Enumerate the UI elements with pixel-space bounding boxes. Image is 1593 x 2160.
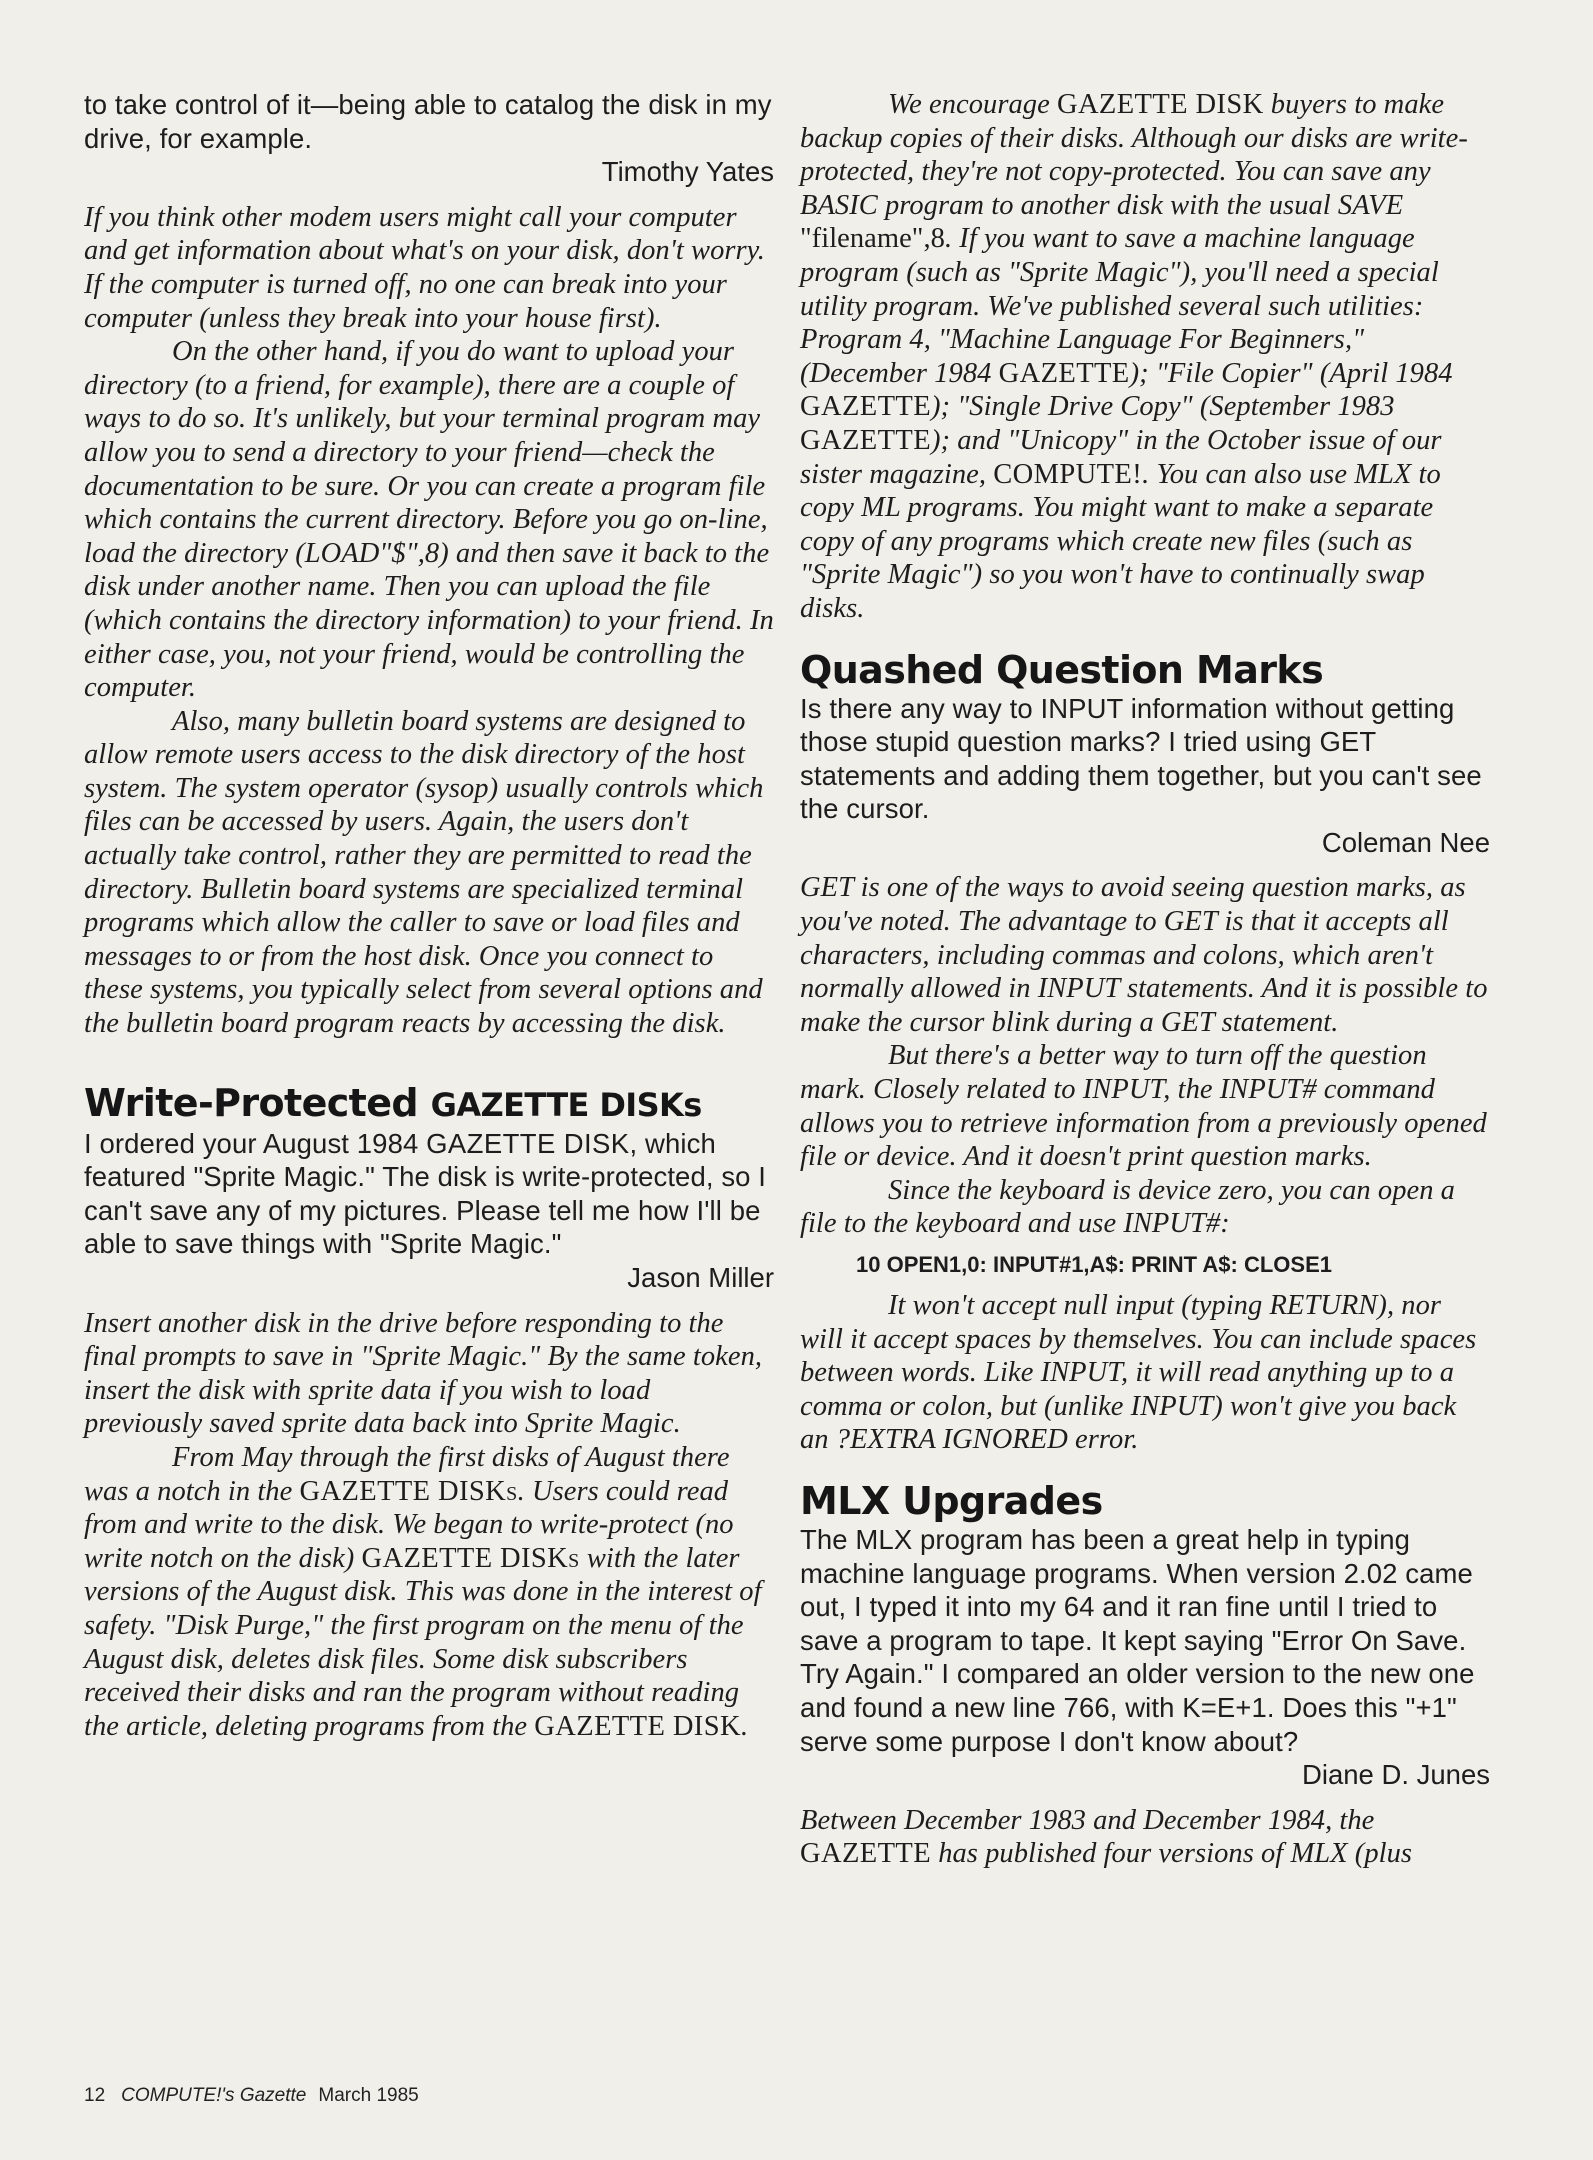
answer-paragraph: Since the keyboard is device zero, you can open a file to the keyboard and use INPUT#: xyxy=(800,1174,1455,1240)
page-number: 12 xyxy=(84,2085,106,2106)
answer-paragraph: Also, many bulletin board systems are designed to allow remote users access to the disk directory of the host system. The system operator (sysop) usually controls which files can be accessed by users. Again, the users don't actually take control, rather they are permitted to read the directory. Bulletin board systems are specialized terminal programs which allow the caller to save or load files and messages to or from the host disk. Once you connect to these systems, you typically select from several options and the bulletin board program reacts by accessing the disk. xyxy=(84,705,764,1040)
left-column xyxy=(84,88,774,1743)
letter-paragraph: I ordered your August 1984 GAZETTE DISK, which featured "Sprite Magic." The disk is write-protected, so I can't save any of my pictures. Please tell me how I'll be able to save things with "Sprite Magic." xyxy=(84,1127,767,1260)
answer-paragraph: It won't accept null input (typing RETURN), nor will it accept spaces by themselves. You can include spaces between words. Like INPUT, it will read anything up to a comma or colon, but (unlike INPUT) won't give you back an ?EXTRA IGNORED error. xyxy=(800,1290,1477,1456)
answer-paragraph: We encourage GAZETTE DISK buyers to make backup copies of their disks. Although our disks are write-protected, they're not copy-protected. You can save any BASIC program to another disk with the usual SAVE "filename",8. If you want to save a machine language program (such as "Sprite Magic"), you'll need a special utility program. We've published several such utilities: Program 4, "Machine Language For Beginners," (December 1984 GAZETTE); "File Copier" (April 1984 GAZETTE); "Single Drive Copy" (September 1983 GAZETTE); and "Unicopy" in the October issue of our sister magazine, COMPUTE!. You can also use MLX to copy ML programs. You might want to make a separate copy of any programs which create new files (such as "Sprite Magic") so you won't have to continually swap disks. xyxy=(800,89,1468,624)
letter-signature: Jason Miller xyxy=(627,1262,774,1293)
section-heading: MLX Upgrades xyxy=(800,1478,1103,1523)
answer-paragraph: GET is one of the ways to avoid seeing question marks, as you've noted. The advantage to GET is that it accepts all characters, including commas and colons, which aren't normally allowed in INPUT statements. And it is possible to make the cursor blink during a GET statement. xyxy=(800,872,1488,1038)
letter-continuation: to take control of it—being able to catalog the disk in my drive, for example. xyxy=(84,89,772,154)
right-column xyxy=(800,88,1490,1871)
issue-date: March 1985 xyxy=(318,2085,419,2106)
answer-paragraph: On the other hand, if you do want to upload your directory (to a friend, for example), there are a couple of ways to do so. It's unlikely, but your terminal program may allow you to send a directory to your friend—check the documentation to be sure. Or you can create a program file which contains the current directory. Before you go on-line, load the directory (LOAD"$",8) and then save it back to the disk under another name. Then you can upload the file (which contains the directory information) to your friend. In either case, you, not your friend, would be controlling the computer. xyxy=(84,336,774,704)
section-heading: Quashed Question Marks xyxy=(800,647,1324,692)
letter-signature: Diane D. Junes xyxy=(1301,1759,1490,1791)
section-heading: Write-Protected GAZETTE DISKs xyxy=(84,1080,702,1125)
magazine-name: COMPUTE!'s Gazette xyxy=(121,2085,307,2106)
letter-signature: Timothy Yates xyxy=(601,156,774,188)
answer-paragraph: From May through the first disks of August there was a notch in the GAZETTE DISKs. Users could read from and write to the disk. We began to write-protect (no write notch on the disk) GAZETTE DISKs with the later versions of the August disk. This was done in the interest of safety. "Disk Purge," the first program on the menu of the August disk, deletes disk files. Some disk subscribers received their disks and ran the program without reading the article, deleting programs from the GAZETTE DISK. xyxy=(84,1441,762,1742)
answer-paragraph: Between December 1983 and December 1984, the GAZETTE has published four versions of MLX (plus xyxy=(800,1804,1413,1870)
letter-signature: Coleman Nee xyxy=(1321,826,1490,858)
code-listing: 10 OPEN1,0: INPUT#1,A$: PRINT A$: CLOSE1 xyxy=(856,1252,1332,1277)
letter-paragraph: The MLX program has been a great help in typing machine language programs. When version 2.02 came out, I typed it into my 64 and it ran fine until I tried to save a program to tape. It kept saying "Error On Save. Try Again." I compared an older version to the new one and found a new line 766, with K=E+1. Does this "+1" serve some purpose I don't know about? xyxy=(800,1523,1475,1757)
answer-paragraph: Insert another disk in the drive before responding to the final prompts to save in "Sprite Magic." By the same token, insert the disk with sprite data if you wish to load previously saved sprite data back into Sprite Magic. xyxy=(84,1307,763,1440)
page-footer xyxy=(84,2084,419,2108)
answer-paragraph: But there's a better way to turn off the question mark. Closely related to INPUT, the INPUT# command allows you to retrieve information from a previously opened file or device. And it doesn't print question marks. xyxy=(800,1040,1487,1173)
answer-paragraph: If you think other modem users might call your computer and get information about what's on your disk, don't worry. If the computer is turned off, no one can break into your computer (unless they break into your house first). xyxy=(84,201,765,334)
letter-paragraph: Is there any way to INPUT information without getting those stupid question marks? I tried using GET statements and adding them together, but you can't see the cursor. xyxy=(800,692,1482,825)
